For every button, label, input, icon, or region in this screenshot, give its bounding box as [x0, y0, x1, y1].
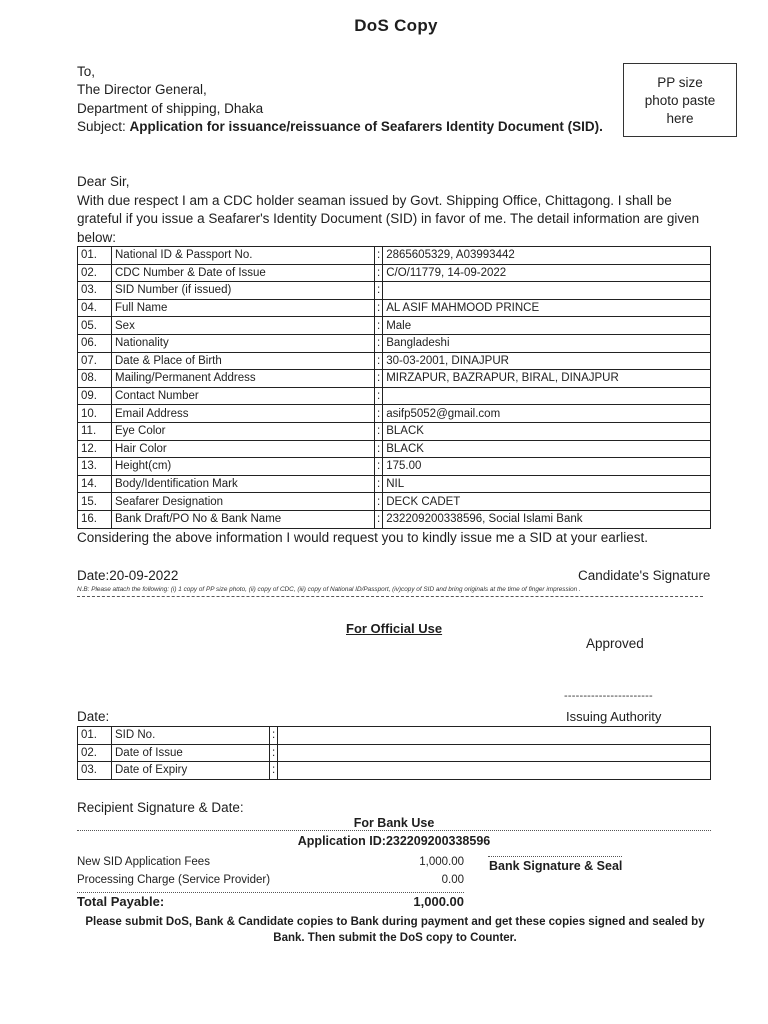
field-separator: : — [375, 405, 383, 423]
total-divider — [77, 892, 464, 893]
field-separator: : — [375, 247, 383, 265]
field-label: Sex — [112, 317, 375, 335]
subject-text: Application for issuance/reissuance of Seafarers Identity Document (SID). — [129, 118, 603, 134]
closing-paragraph: Considering the above information I would request you to kindly issue me a SID at your earliest. — [77, 530, 649, 545]
row-number: 12. — [78, 440, 112, 458]
field-label: Eye Color — [112, 422, 375, 440]
field-separator: : — [375, 264, 383, 282]
row-number: 13. — [78, 458, 112, 476]
issuing-authority-label: Issuing Authority — [566, 709, 662, 724]
field-label: Seafarer Designation — [112, 493, 375, 511]
photo-box-line-3: here — [666, 111, 694, 126]
field-label: Mailing/Permanent Address — [112, 370, 375, 388]
official-use-table — [77, 726, 711, 780]
field-label: Body/Identification Mark — [112, 475, 375, 493]
bank-divider — [77, 830, 711, 831]
table-row — [78, 264, 711, 282]
fee-label-application: New SID Application Fees — [77, 856, 210, 868]
field-separator: : — [375, 317, 383, 335]
photo-box-line-2: photo paste — [644, 93, 716, 108]
row-number: 03. — [78, 282, 112, 300]
table-row — [78, 317, 711, 335]
total-payable-value: 1,000.00 — [413, 894, 464, 909]
table-row — [78, 370, 711, 388]
table-row — [78, 510, 711, 528]
field-label: Height(cm) — [112, 458, 375, 476]
row-number: 09. — [78, 387, 112, 405]
letter-body — [77, 173, 717, 247]
fee-label-processing: Processing Charge (Service Provider) — [77, 874, 271, 886]
row-number: 10. — [78, 405, 112, 423]
field-separator: : — [375, 334, 383, 352]
row-number: 01. — [78, 247, 112, 265]
row-number: 03. — [78, 762, 112, 780]
field-separator: : — [375, 299, 383, 317]
table-row — [78, 762, 711, 780]
field-value — [383, 387, 711, 405]
field-label: Nationality — [112, 334, 375, 352]
application-id: Application ID:232209200338596 — [297, 834, 491, 848]
table-row — [78, 727, 711, 745]
field-separator: : — [375, 422, 383, 440]
recipient-signature-label: Recipient Signature & Date: — [77, 800, 244, 815]
field-label: Date of Issue — [112, 744, 270, 762]
address-line-1: The Director General, — [77, 82, 207, 98]
row-number: 05. — [78, 317, 112, 335]
field-separator: : — [375, 282, 383, 300]
section-divider — [77, 596, 703, 597]
table-row — [78, 458, 711, 476]
table-row — [78, 299, 711, 317]
applicant-info-table — [77, 246, 711, 529]
address-to: To, — [77, 64, 96, 79]
photo-placeholder-box — [623, 63, 737, 137]
row-number: 01. — [78, 727, 112, 745]
field-value-empty — [278, 744, 711, 762]
field-separator: : — [270, 744, 278, 762]
field-value: Male — [383, 317, 711, 335]
field-label: CDC Number & Date of Issue — [112, 264, 375, 282]
field-value — [383, 282, 711, 300]
table-row — [78, 352, 711, 370]
field-separator: : — [270, 762, 278, 780]
field-value: 2865605329, A03993442 — [383, 247, 711, 265]
authority-signature-line: ----------------------- — [564, 690, 653, 702]
field-value-empty — [278, 762, 711, 780]
field-separator: : — [375, 352, 383, 370]
field-separator: : — [375, 510, 383, 528]
field-separator: : — [270, 727, 278, 745]
row-number: 15. — [78, 493, 112, 511]
field-value: asifp5052@gmail.com — [383, 405, 711, 423]
field-value: BLACK — [383, 422, 711, 440]
field-value: Bangladeshi — [383, 334, 711, 352]
official-date-label: Date: — [77, 709, 110, 724]
field-label: Bank Draft/PO No & Bank Name — [112, 510, 375, 528]
fee-value-processing: 0.00 — [441, 874, 464, 886]
field-label: Email Address — [112, 405, 375, 423]
approved-label: Approved — [586, 636, 644, 651]
row-number: 14. — [78, 475, 112, 493]
total-payable-label: Total Payable: — [77, 894, 165, 909]
field-separator: : — [375, 440, 383, 458]
field-value-empty — [278, 727, 711, 745]
field-label: Contact Number — [112, 387, 375, 405]
fee-value-application: 1,000.00 — [419, 856, 464, 868]
field-label: Date & Place of Birth — [112, 352, 375, 370]
field-separator: : — [375, 475, 383, 493]
field-value: BLACK — [383, 440, 711, 458]
subject-label: Subject: — [77, 118, 126, 134]
field-value: 232209200338596, Social Islami Bank — [383, 510, 711, 528]
row-number: 02. — [78, 264, 112, 282]
field-separator: : — [375, 458, 383, 476]
official-use-heading: For Official Use — [346, 621, 443, 636]
table-row — [78, 387, 711, 405]
field-label: SID No. — [112, 727, 270, 745]
field-label: National ID & Passport No. — [112, 247, 375, 265]
field-value: 30-03-2001, DINAJPUR — [383, 352, 711, 370]
table-row — [78, 282, 711, 300]
field-label: Hair Color — [112, 440, 375, 458]
table-row — [78, 247, 711, 265]
field-value: AL ASIF MAHMOOD PRINCE — [383, 299, 711, 317]
field-label: Full Name — [112, 299, 375, 317]
submission-instruction: Please submit DoS, Bank & Candidate copies to Bank during payment and get these copies signed and sealed by Bank. Then submit the DoS copy to Counter. — [85, 916, 705, 944]
row-number: 16. — [78, 510, 112, 528]
table-row — [78, 422, 711, 440]
photo-box-line-1: PP size — [657, 75, 703, 90]
field-value: 175.00 — [383, 458, 711, 476]
row-number: 06. — [78, 334, 112, 352]
field-label: SID Number (if issued) — [112, 282, 375, 300]
letter-paragraph: With due respect I am a CDC holder seaman issued by Govt. Shipping Office, Chittagong. I shall be grateful if you issue a Seafarer's Identity Document (SID) in favor of me. The detail information are given below: — [77, 192, 700, 245]
bank-signature-label: Bank Signature & Seal — [489, 859, 623, 873]
application-date: Date:20-09-2022 — [77, 568, 179, 583]
table-row — [78, 475, 711, 493]
field-separator: : — [375, 493, 383, 511]
table-row — [78, 744, 711, 762]
salutation: Dear Sir, — [77, 174, 130, 189]
field-value: NIL — [383, 475, 711, 493]
field-value: DECK CADET — [383, 493, 711, 511]
table-row — [78, 334, 711, 352]
table-row — [78, 440, 711, 458]
table-row — [78, 405, 711, 423]
page-title: DoS Copy — [354, 16, 438, 35]
nb-note: N.B: Please attach the following: (i) 1 copy of PP size photo, (ii) copy of CDC, (iii) copy of National ID/Passport, (iv)copy of SID and bring originals at the time of finger impression . — [77, 586, 581, 593]
field-label: Date of Expiry — [112, 762, 270, 780]
field-separator: : — [375, 370, 383, 388]
field-value: C/O/11779, 14-09-2022 — [383, 264, 711, 282]
table-row — [78, 493, 711, 511]
address-line-2: Department of shipping, Dhaka — [77, 100, 264, 116]
field-value: MIRZAPUR, BAZRAPUR, BIRAL, DINAJPUR — [383, 370, 711, 388]
row-number: 08. — [78, 370, 112, 388]
row-number: 07. — [78, 352, 112, 370]
field-separator: : — [375, 387, 383, 405]
candidate-signature-label: Candidate's Signature — [578, 568, 711, 583]
row-number: 11. — [78, 422, 112, 440]
bank-signature-line — [488, 856, 622, 857]
bank-use-heading: For Bank Use — [353, 816, 435, 830]
subject-line — [77, 118, 617, 136]
row-number: 04. — [78, 299, 112, 317]
row-number: 02. — [78, 744, 112, 762]
address-block — [77, 63, 617, 136]
